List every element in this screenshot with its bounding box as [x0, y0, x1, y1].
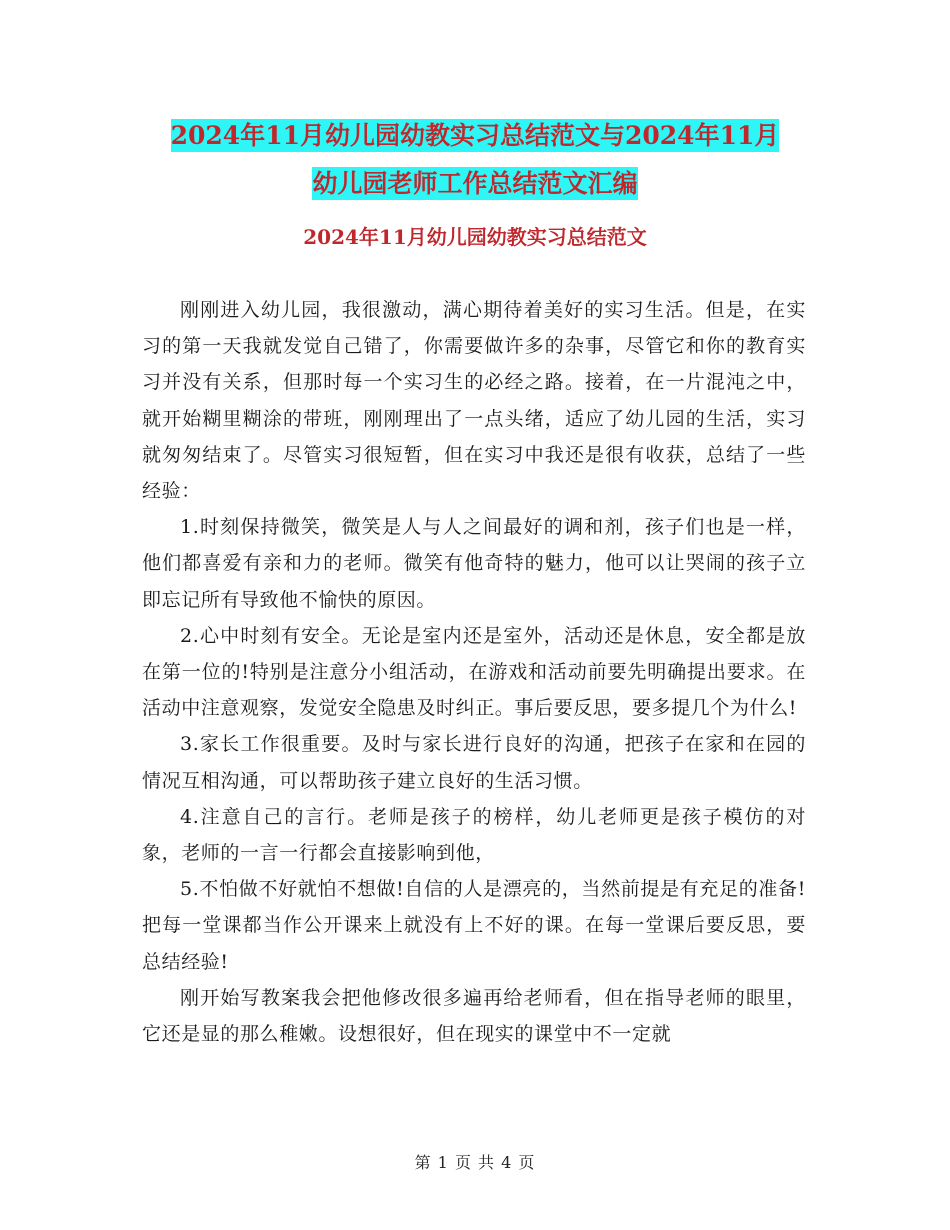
paragraph-item-5: 5.不怕做不好就怕不想做!自信的人是漂亮的，当然前提是有充足的准备!把每一堂课都当作公开课来上就没有上不好的课。在每一堂课后要反思，要总结经验! — [142, 878, 806, 973]
document-body — [142, 292, 806, 1052]
document-title — [140, 112, 810, 208]
paragraph-item-3: 3.家长工作很重要。及时与家长进行良好的沟通，把孩子在家和在园的情况互相沟通，可以帮助孩子建立良好的生活习惯。 — [142, 733, 806, 792]
document-title-line-1: 2024年11月幼儿园幼教实习总结范文与2024年11月 — [170, 121, 780, 150]
paragraph-item-2: 2.心中时刻有安全。无论是室内还是室外，活动还是休息，安全都是放在第一位的!特别是注意分小组活动，在游戏和活动前要先明确提出要求。在活动中注意观察，发觉安全隐患及时纠正。事后要反思，要多提几个为什么! — [142, 624, 806, 720]
document-title-line-2: 幼儿园老师工作总结范文汇编 — [312, 169, 638, 198]
paragraph-item-4: 4.注意自己的言行。老师是孩子的榜样，幼儿老师更是孩子模仿的对象，老师的一言一行都会直接影响到他， — [142, 805, 806, 865]
paragraph-item-1: 1.时刻保持微笑，微笑是人与人之间最好的调和剂，孩子们也是一样，他们都喜爱有亲和力的老师。微笑有他奇特的魅力，他可以让哭闹的孩子立即忘记所有导致他不愉快的原因。 — [142, 516, 806, 611]
page-indicator: 第 1 页 共 4 页 — [414, 1153, 536, 1172]
paragraph-continuation: 刚开始写教案我会把他修改很多遍再给老师看，但在指导老师的眼里，它还是显的那么稚嫩。设想很好，但在现实的课堂中不一定就 — [142, 986, 806, 1046]
section-title: 2024年11月幼儿园幼教实习总结范文 — [303, 225, 647, 249]
paragraph-intro: 刚刚进入幼儿园，我很激动，满心期待着美好的实习生活。但是，在实习的第一天我就发觉自己错了，你需要做许多的杂事，尽管它和你的教育实习并没有关系，但那时每一个实习生的必经之路。接着，在一片混沌之中，就开始糊里糊涂的带班，刚刚理出了一点头绪，适应了幼儿园的生活，实习就匆匆结束了。尽管实习很短暂，但在实习中我还是很有收获，总结了一些经验： — [142, 299, 806, 503]
